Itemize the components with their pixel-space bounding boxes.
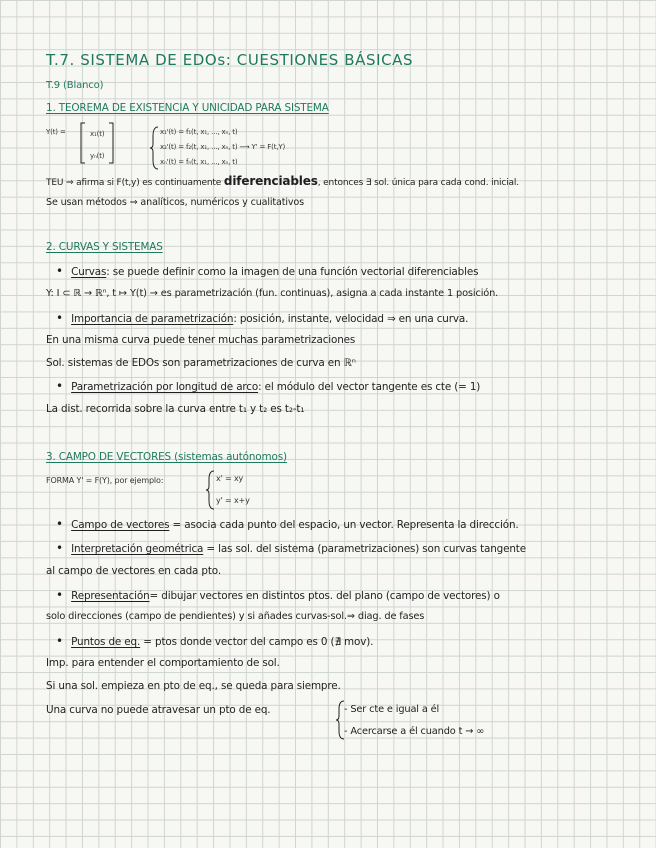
bullet-representacion-text: = dibujar vectores en distintos ptos. del plano (campo de vectores) o [149,590,500,602]
bullet-representacion [56,588,500,602]
methods-line: Se usan métodos ⇒ analíticos, numéricos y cualitativos [46,197,304,208]
system-eq-2: x₂'(t) = f₂(t, x₁, ..., xₙ, t) ⟶ Y' = F(t,Y) [160,143,286,151]
section-2-heading: 2. CURVAS Y SISTEMAS [46,241,163,253]
representacion-cont: solo direcciones (campo de pendientes) y si añades curvas-sol.⇒ diag. de fases [46,611,425,622]
curve-line-2: Sol. sistemas de EDOs son parametrizaciones de curva en ℝⁿ [46,357,356,369]
teu-text-1: TEU ⇒ afirma si F(t,y) es continuamente [46,178,222,188]
eq-line-1: Imp. para entender el comportamiento de sol. [46,657,280,669]
bullet-importancia-label: Importancia de parametrización [71,313,234,325]
eq-line-3: Una curva no puede atravesar un pto de eq. [46,704,271,716]
section-3-heading: 3. CAMPO DE VECTORES (sistemas autónomos) [46,451,287,463]
eq-option-1: - Ser cte e igual a él [344,704,440,715]
system-brace [150,126,160,170]
bullet-representacion-label: Representación [71,590,150,602]
eq-option-2: - Acercarse a él cuando t → ∞ [344,726,485,737]
interpretacion-cont: al campo de vectores en cada pto. [46,565,221,577]
bullet-curvas-label: Curvas [71,266,107,278]
bullet-puntos-eq-label: Puntos de eq. [71,636,141,648]
bullet-campo-label: Campo de vectores [71,519,170,531]
bullet-puntos-eq-text: = ptos donde vector del campo es 0 (∄ mov). [140,636,374,648]
bullet-interpretacion-label: Interpretación geométrica [71,543,204,555]
curve-line-1: En una misma curva puede tener muchas parametrizaciones [46,334,356,346]
section-1-heading: 1. TEOREMA DE EXISTENCIA Y UNICIDAD PARA SISTEMA [46,102,329,114]
bullet-curvas [56,264,478,278]
teu-text-2: , entonces ∃ sol. única para cada cond. inicial. [317,178,519,188]
vector-lhs: Y(t) = [46,128,66,136]
vector-top-entry: x₁(t) [90,130,105,138]
bullet-importancia-text: : posición, instante, velocidad ⇒ en una curva. [233,313,469,325]
bullet-curvas-text: : se puede definir como la imagen de una función vectorial diferenciables [106,266,479,278]
teu-highlight: diferenciables [223,174,318,188]
parametrization-line: Y: I ⊂ ℝ → ℝⁿ, t ↦ Y(t) → es parametrización (fun. continuas), asigna a cada instante 1 posición. [46,288,499,299]
distance-line: La dist. recorrida sobre la curva entre t₁ y t₂ es t₂-t₁ [46,403,305,415]
bullet-campo-text: = asocia cada punto del espacio, un vector. Representa la dirección. [169,519,519,531]
bullet-importancia [56,311,468,325]
system-eq-3: xₙ'(t) = fₙ(t, x₁, ..., xₙ, t) [160,158,238,166]
page-subtitle: T.9 (Blanco) [46,80,104,91]
bullet-arco-label: Parametrización por longitud de arco [71,381,259,393]
page-title: T.7. SISTEMA DE EDOs: CUESTIONES BÁSICAS [46,51,414,69]
bullet-arco-text: : el módulo del vector tangente es cte (= 1) [258,381,481,393]
example-eq-2: y' = x+y [216,496,250,505]
system-eq-1: x₁'(t) = f₁(t, x₁, ..., xₙ, t) [160,128,238,136]
example-eq-1: x' = xy [216,474,244,483]
bullet-interpretacion [56,541,526,555]
bullet-puntos-eq [56,634,373,648]
bullet-campo [56,517,519,531]
teu-line [46,174,519,188]
forma-line: FORMA Y' = F(Y), por ejemplo: [46,476,164,485]
bullet-interpretacion-text: = las sol. del sistema (parametrizaciones) son curvas tangente [203,543,526,555]
bullet-arco [56,379,480,393]
vector-bottom-entry: yₙ(t) [90,152,105,160]
example-brace [206,470,216,510]
eq-line-2: Si una sol. empieza en pto de eq., se queda para siempre. [46,680,341,692]
